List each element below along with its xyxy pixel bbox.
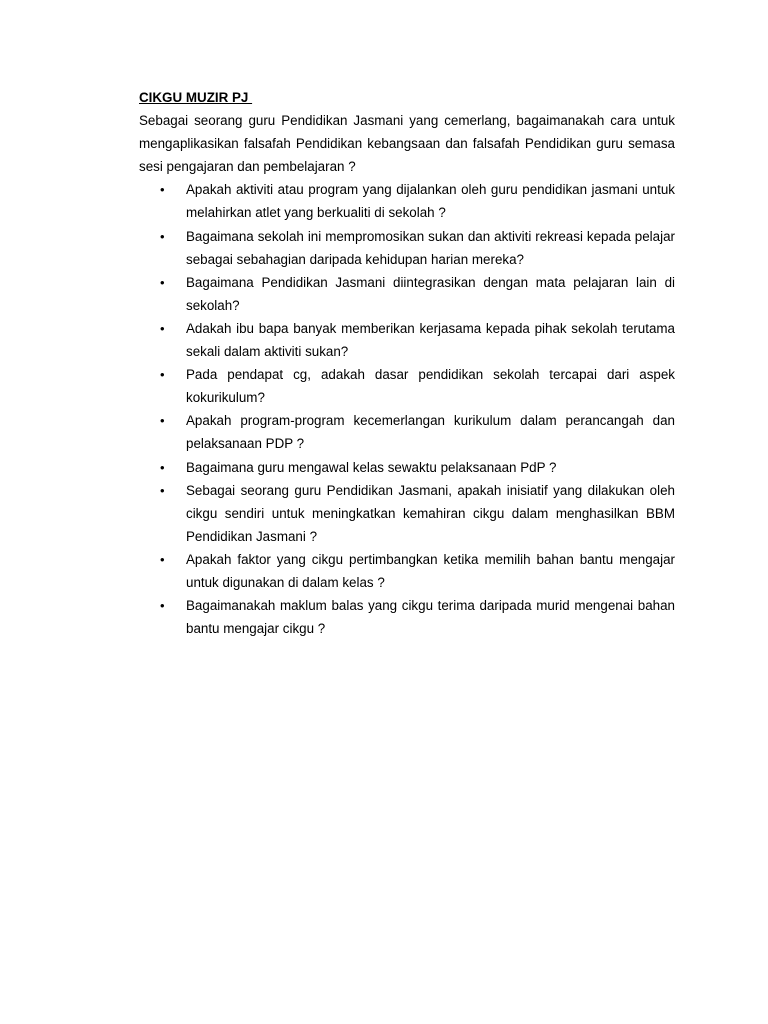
bullet-icon: • [160,274,165,290]
document-title: CIKGU MUZIR PJ [139,90,253,105]
question-item [139,317,675,363]
document-page [139,86,675,640]
bullet-icon: • [160,551,165,567]
bullet-icon: • [160,413,165,429]
bullet-icon: • [160,459,165,475]
question-text: Adakah ibu bapa banyak memberikan kerjasama kepada pihak sekolah terutama sekali dalam aktiviti sukan? [186,320,675,360]
question-item [139,548,675,594]
intro-paragraph: Sebagai seorang guru Pendidikan Jasmani yang cemerlang, bagaimanakah cara untuk mengaplikasikan falsafah Pendidikan kebangsaan dan falsafah Pendidikan guru semasa sesi pengajaran dan pembelajaran ? [139,113,675,175]
bullet-icon: • [160,320,165,336]
question-text: Bagaimana guru mengawal kelas sewaktu pelaksanaan PdP ? [186,459,557,475]
question-text: Bagaimana sekolah ini mempromosikan sukan dan aktiviti rekreasi kepada pelajar sebagai sebahagian daripada kehidupan harian mereka? [186,228,675,267]
bullet-icon: • [160,182,165,198]
question-text: Pada pendapat cg, adakah dasar pendidikan sekolah tercapai dari aspek kokurikulum? [186,367,675,406]
question-item [139,594,675,640]
question-item [139,178,675,224]
bullet-icon: • [160,367,165,383]
question-list [139,178,675,640]
question-text: Bagaimanakah maklum balas yang cikgu terima daripada murid mengenai bahan bantu mengajar cikgu ? [186,598,675,637]
question-item [139,479,675,548]
question-text: Apakah program-program kecemerlangan kurikulum dalam perancangah dan pelaksanaan PDP ? [186,413,675,452]
bullet-icon: • [160,598,165,614]
question-item [139,363,675,409]
question-text: Apakah aktiviti atau program yang dijalankan oleh guru pendidikan jasmani untuk melahirkan atlet yang berkualiti di sekolah ? [186,182,675,221]
bullet-icon: • [160,482,165,498]
question-item [139,409,675,455]
question-text: Sebagai seorang guru Pendidikan Jasmani, apakah inisiatif yang dilakukan oleh cikgu sendiri untuk meningkatkan kemahiran cikgu dalam menghasilkan BBM Pendidikan Jasmani ? [186,482,675,544]
question-text: Apakah faktor yang cikgu pertimbangkan ketika memilih bahan bantu mengajar untuk digunakan di dalam kelas ? [186,551,675,590]
question-item [139,456,675,479]
question-item [139,225,675,271]
question-text: Bagaimana Pendidikan Jasmani diintegrasikan dengan mata pelajaran lain di sekolah? [186,274,675,313]
question-item [139,271,675,317]
bullet-icon: • [160,228,165,244]
